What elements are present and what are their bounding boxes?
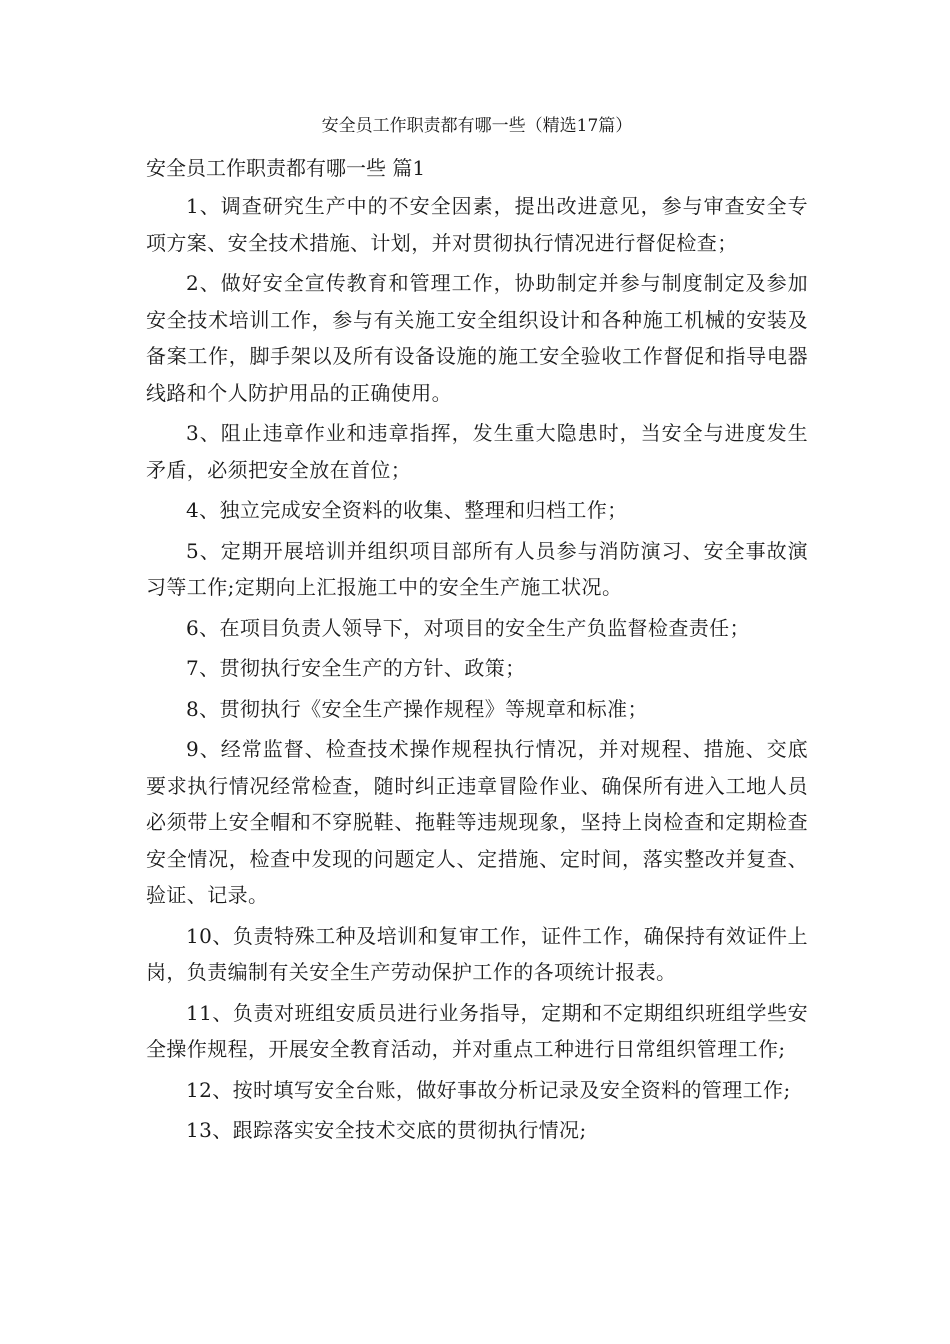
duty-item-6: 6、在项目负责人领导下，对项目的安全生产负监督检查责任； (186, 615, 750, 640)
duty-item-10: 10、负责特殊工种及培训和复审工作，证件工作，确保持有效证件上岗，负责编制有关安全生产劳动保护工作的各项统计报表。 (146, 923, 808, 984)
duty-item-8: 8、贯彻执行《安全生产操作规程》等规章和标准； (186, 696, 648, 721)
duty-item-3: 3、阻止违章作业和违章指挥，发生重大隐患时，当安全与进度发生矛盾，必须把安全放在首位； (146, 421, 808, 482)
duty-item-5: 5、定期开展培训并组织项目部所有人员参与消防演习、安全事故演习等工作;定期向上汇报施工中的安全生产施工状况。 (146, 538, 808, 599)
duty-item-7: 7、贯彻执行安全生产的方针、政策； (186, 656, 526, 680)
duty-item-1: 1、调查研究生产中的不安全因素，提出改进意见，参与审查安全专项方案、安全技术措施、计划，并对贯彻执行情况进行督促检查； (146, 194, 808, 255)
document-title: 安全员工作职责都有哪一些（精选17篇） (321, 116, 633, 136)
duty-item-9: 9、经常监督、检查技术操作规程执行情况，并对规程、措施、交底要求执行情况经常检查，随时纠正违章冒险作业、确保所有进入工地人员必须带上安全帽和不穿脱鞋、拖鞋等违规现象，坚持上岗检查和定期检查安全情况，检查中发现的问题定人、定措施、定时间，落实整改并复查、验证、记录。 (146, 737, 808, 907)
document-page (146, 108, 808, 1153)
duty-item-4: 4、独立完成安全资料的收集、整理和归档工作； (186, 498, 628, 522)
section-heading: 安全员工作职责都有哪一些 篇1 (146, 156, 426, 180)
duty-item-11: 11、负责对班组安质员进行业务指导，定期和不定期组织班组学些安全操作规程，开展安全教育活动，并对重点工种进行日常组织管理工作; (146, 1000, 808, 1061)
duty-item-2: 2、做好安全宣传教育和管理工作，协助制定并参与制度制定及参加安全技术培训工作，参与有关施工安全组织设计和各种施工机械的安装及备案工作，脚手架以及所有设备设施的施工安全验收工作督促和指导电器线路和个人防护用品的正确使用。 (146, 271, 808, 405)
duty-item-12: 12、按时填写安全台账，做好事故分析记录及安全资料的管理工作; (186, 1077, 791, 1102)
duty-item-13: 13、跟踪落实安全技术交底的贯彻执行情况; (186, 1118, 587, 1142)
